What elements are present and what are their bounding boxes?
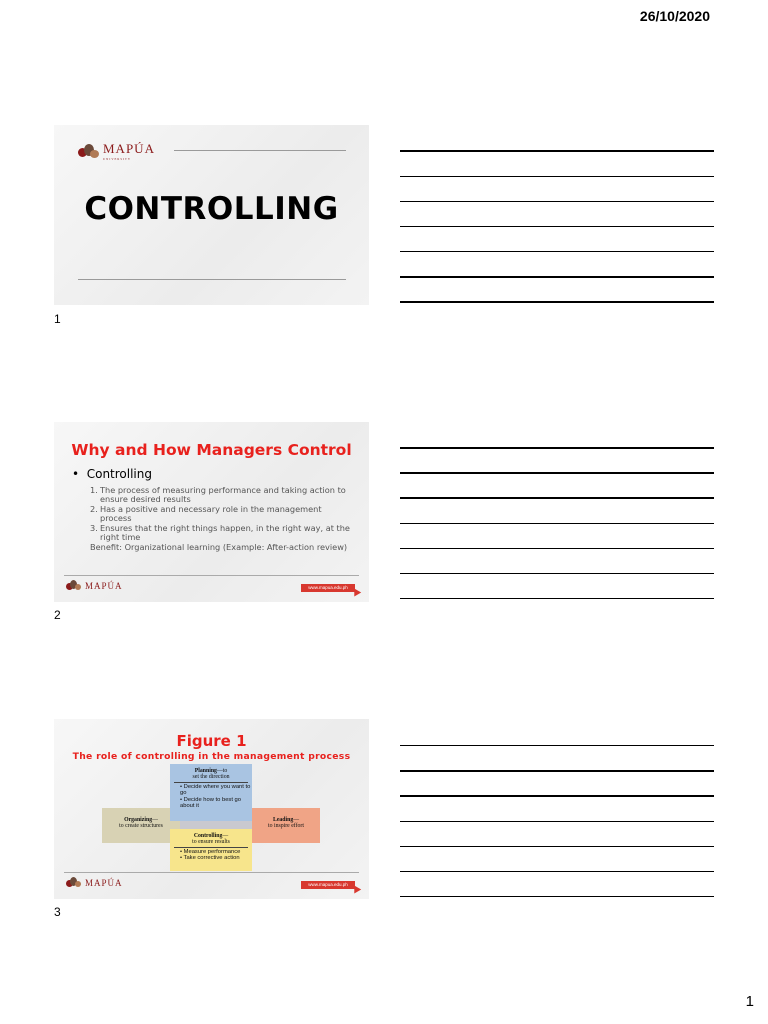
- mapua-logo: MAPÚA: [66, 876, 123, 889]
- list-item: 1. The process of measuring performance and taking action to ensure desired results: [90, 485, 346, 504]
- slide-3-thumbnail: [54, 719, 369, 899]
- slide-number: 2: [54, 608, 61, 622]
- planning-box: Planning—to set the direction • Decide where you want to go • Decide how to best go about it: [170, 764, 252, 821]
- slide-2-thumbnail: [54, 422, 369, 602]
- numbered-list: [90, 486, 352, 552]
- website-badge: www.mapua.edu.ph: [301, 881, 355, 889]
- divider: [64, 872, 359, 873]
- list-item: 3. Ensures that the right things happen, in the right way, at the right time: [90, 523, 350, 542]
- organizing-box: Organizing— to create structures: [102, 808, 180, 843]
- mapua-seal-icon: [66, 579, 82, 592]
- mapua-seal-icon: [66, 876, 82, 889]
- benefit-text: Benefit: Organizational learning (Example: After-action review): [90, 542, 348, 552]
- list-item: 2. Has a positive and necessary role in the management process: [90, 504, 322, 523]
- website-badge: www.mapua.edu.ph: [301, 584, 355, 592]
- slide-subtitle: The role of controlling in the management process: [72, 751, 351, 762]
- divider: [174, 150, 346, 151]
- divider: [78, 279, 346, 280]
- slide-1-thumbnail: [54, 125, 369, 305]
- page-number: 1: [745, 993, 754, 1010]
- slide-title: Figure 1: [176, 732, 247, 750]
- controlling-box: Controlling— to ensure results • Measure performance • Take corrective action: [170, 829, 252, 871]
- slide-number: 1: [54, 312, 61, 326]
- divider: [64, 575, 359, 576]
- mapua-seal-icon: [78, 142, 100, 160]
- print-date: 26/10/2020: [639, 8, 710, 24]
- leading-box: Leading— to inspire effort: [252, 808, 320, 843]
- mapua-logo: MAPÚA: [66, 579, 123, 592]
- mapua-logo: MAPÚA UNIVERSITY: [78, 141, 155, 161]
- slide-number: 3: [54, 905, 61, 919]
- slide-title: Why and How Managers Control: [71, 441, 352, 459]
- bullet-heading: • Controlling: [72, 467, 152, 481]
- slide-title: CONTROLLING: [84, 191, 339, 227]
